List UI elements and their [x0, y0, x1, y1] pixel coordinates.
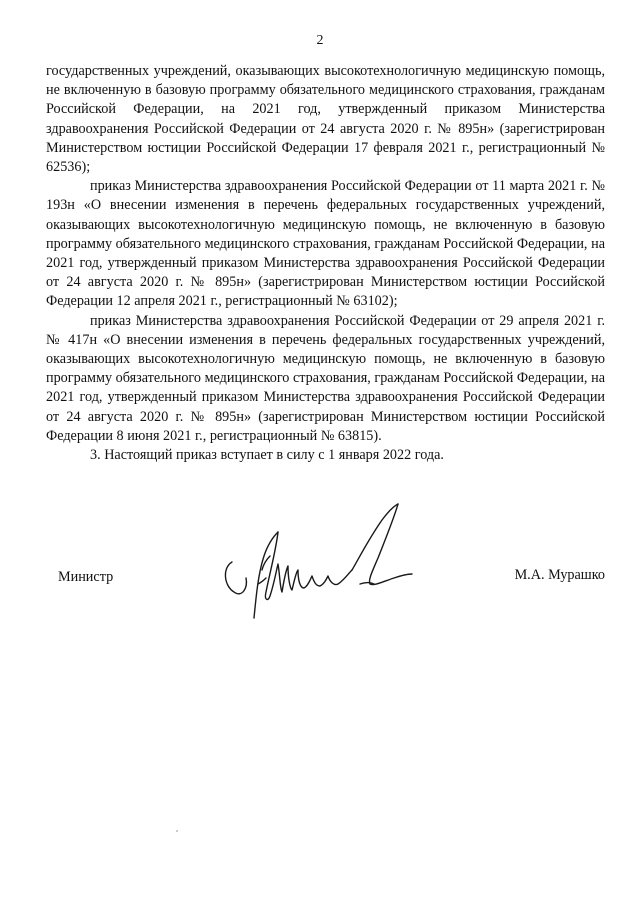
signature-block	[46, 565, 605, 595]
paragraph-continuation: государственных учреждений, оказывающих высокотехнологичную медицинскую помощь, не включенную в базовую программу обязательного медицинского страхования, гражданам Российской Федерации, на 2021 год, утвержденный приказом Министерства здравоохранения Российской Федерации от 24 августа 2020 г. № 895н» (зарегистрирован Министерством юстиции Российской Федерации 17 февраля 2021 г., регистрационный № 62536);	[46, 63, 605, 176]
document-body	[46, 62, 605, 465]
signatory-name: М.А. Мурашко	[514, 567, 605, 583]
page-number: 2	[316, 33, 324, 48]
paragraph-order-417n: приказ Министерства здравоохранения Российской Федерации от 29 апреля 2021 г. № 417н «О внесении изменения в перечень федеральных государственных учреждений, оказывающих высокотехнологичную медицинскую помощь, не включенную в базовую программу обязательного медицинского страхования, гражданам Российской Федерации, на 2021 год, утвержденный приказом Министерства здравоохранения Российской Федерации от 24 августа 2020 г. № 895н» (зарегистрирован Министерством юстиции Российской Федерации 8 июня 2021 г., регистрационный № 63815).	[46, 312, 605, 444]
signatory-title: Министр	[58, 569, 114, 585]
scan-speck	[176, 830, 178, 832]
paragraph-effective-date: 3. Настоящий приказ вступает в силу с 1 января 2022 года.	[90, 447, 444, 464]
paragraph-order-193n: приказ Министерства здравоохранения Российской Федерации от 11 марта 2021 г. № 193н «О внесении изменения в перечень федеральных государственных учреждений, оказывающих высокотехнологичную медицинскую помощь, не включенную в базовую программу обязательного медицинского страхования, гражданам Российской Федерации, на 2021 год, утвержденный приказом Министерства здравоохранения Российской Федерации от 24 августа 2020 г. № 895н» (зарегистрирован Министерством юстиции Российской Федерации 12 апреля 2021 г., регистрационный № 63102);	[46, 178, 605, 310]
